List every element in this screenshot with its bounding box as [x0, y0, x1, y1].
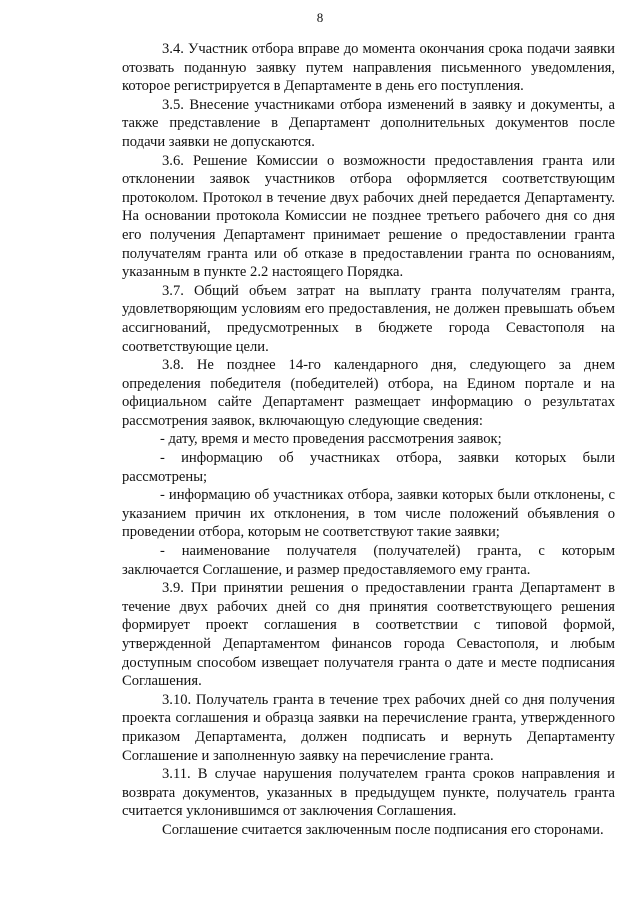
paragraph-agreement-concluded: Соглашение считается заключенным после подписания его сторонами.: [162, 821, 604, 838]
list-item-reviewed-participants: - информацию об участниках отбора, заявки которых были рассмотрены;: [122, 450, 615, 485]
paragraph-3-8: 3.8. Не позднее 14-го календарного дня, следующего за днем определения победителя (победителей) отбора, на Едином портале и на официальном сайте Департамент размещает информацию о результатах рассмотрения заявок, включающую следующие сведения:: [122, 357, 615, 429]
list-item-grant-recipient: - наименование получателя (получателей) гранта, с которым заключается Соглашение, и размер предоставляемого ему гранта.: [122, 543, 615, 578]
document-body: [122, 40, 615, 840]
page-number: 8: [316, 10, 324, 25]
paragraph-3-6: 3.6. Решение Комиссии о возможности предоставления гранта или отклонении заявок участников отбора оформляется соответствующим протоколом. Протокол в течение двух рабочих дней передается Департаменту. На основании протокола Комиссии не позднее третьего рабочего дня со дня его получения Департамент принимает решение о предоставлении гранта получателям гранта или об отказе в предоставлении гранта по основаниям, указанным в пункте 2.2 настоящего Порядка.: [122, 152, 615, 281]
list-item-rejected-participants: - информацию об участниках отбора, заявки которых были отклонены, с указанием причин их отклонения, в том числе положений объявления о проведении отбора, которым не соответствуют такие заявки;: [122, 487, 615, 541]
paragraph-3-5: 3.5. Внесение участниками отбора изменений в заявку и документы, а также представление в Департамент дополнительных документов после подачи заявки не допускаются.: [122, 96, 615, 150]
paragraph-3-9: 3.9. При принятии решения о предоставлении гранта Департамент в течение двух рабочих дней со дня принятия соответствующего решения формирует проект соглашения в соответствии с типовой формой, утвержденной Департаментом финансов города Севастополя, и любым доступным способом извещает получателя гранта о дате и месте подписания Соглашения.: [122, 580, 615, 690]
paragraph-3-7: 3.7. Общий объем затрат на выплату гранта получателям гранта, удовлетворяющим условиям его предоставления, не должен превышать объем ассигнований, предусмотренных в бюджете города Севастополя на соответствующие цели.: [122, 282, 615, 355]
paragraph-3-11: 3.11. В случае нарушения получателем гранта сроков направления и возврата документов, указанных в предыдущем пункте, получатель гранта считается уклонившимся от заключения Соглашения.: [122, 766, 615, 820]
list-item-review-date: - дату, время и место проведения рассмотрения заявок;: [160, 431, 502, 448]
paragraph-3-10: 3.10. Получатель гранта в течение трех рабочих дней со дня получения проекта соглашения и образца заявки на перечисление гранта, утвержденного приказом Департамента, должен подписать и вернуть Департаменту Соглашение и заполненную заявку на перечисление гранта.: [122, 691, 615, 764]
paragraph-3-4: 3.4. Участник отбора вправе до момента окончания срока подачи заявки отозвать поданную заявку путем направления письменного уведомления, которое регистрируется в Департаменте в день его поступления.: [122, 41, 615, 95]
